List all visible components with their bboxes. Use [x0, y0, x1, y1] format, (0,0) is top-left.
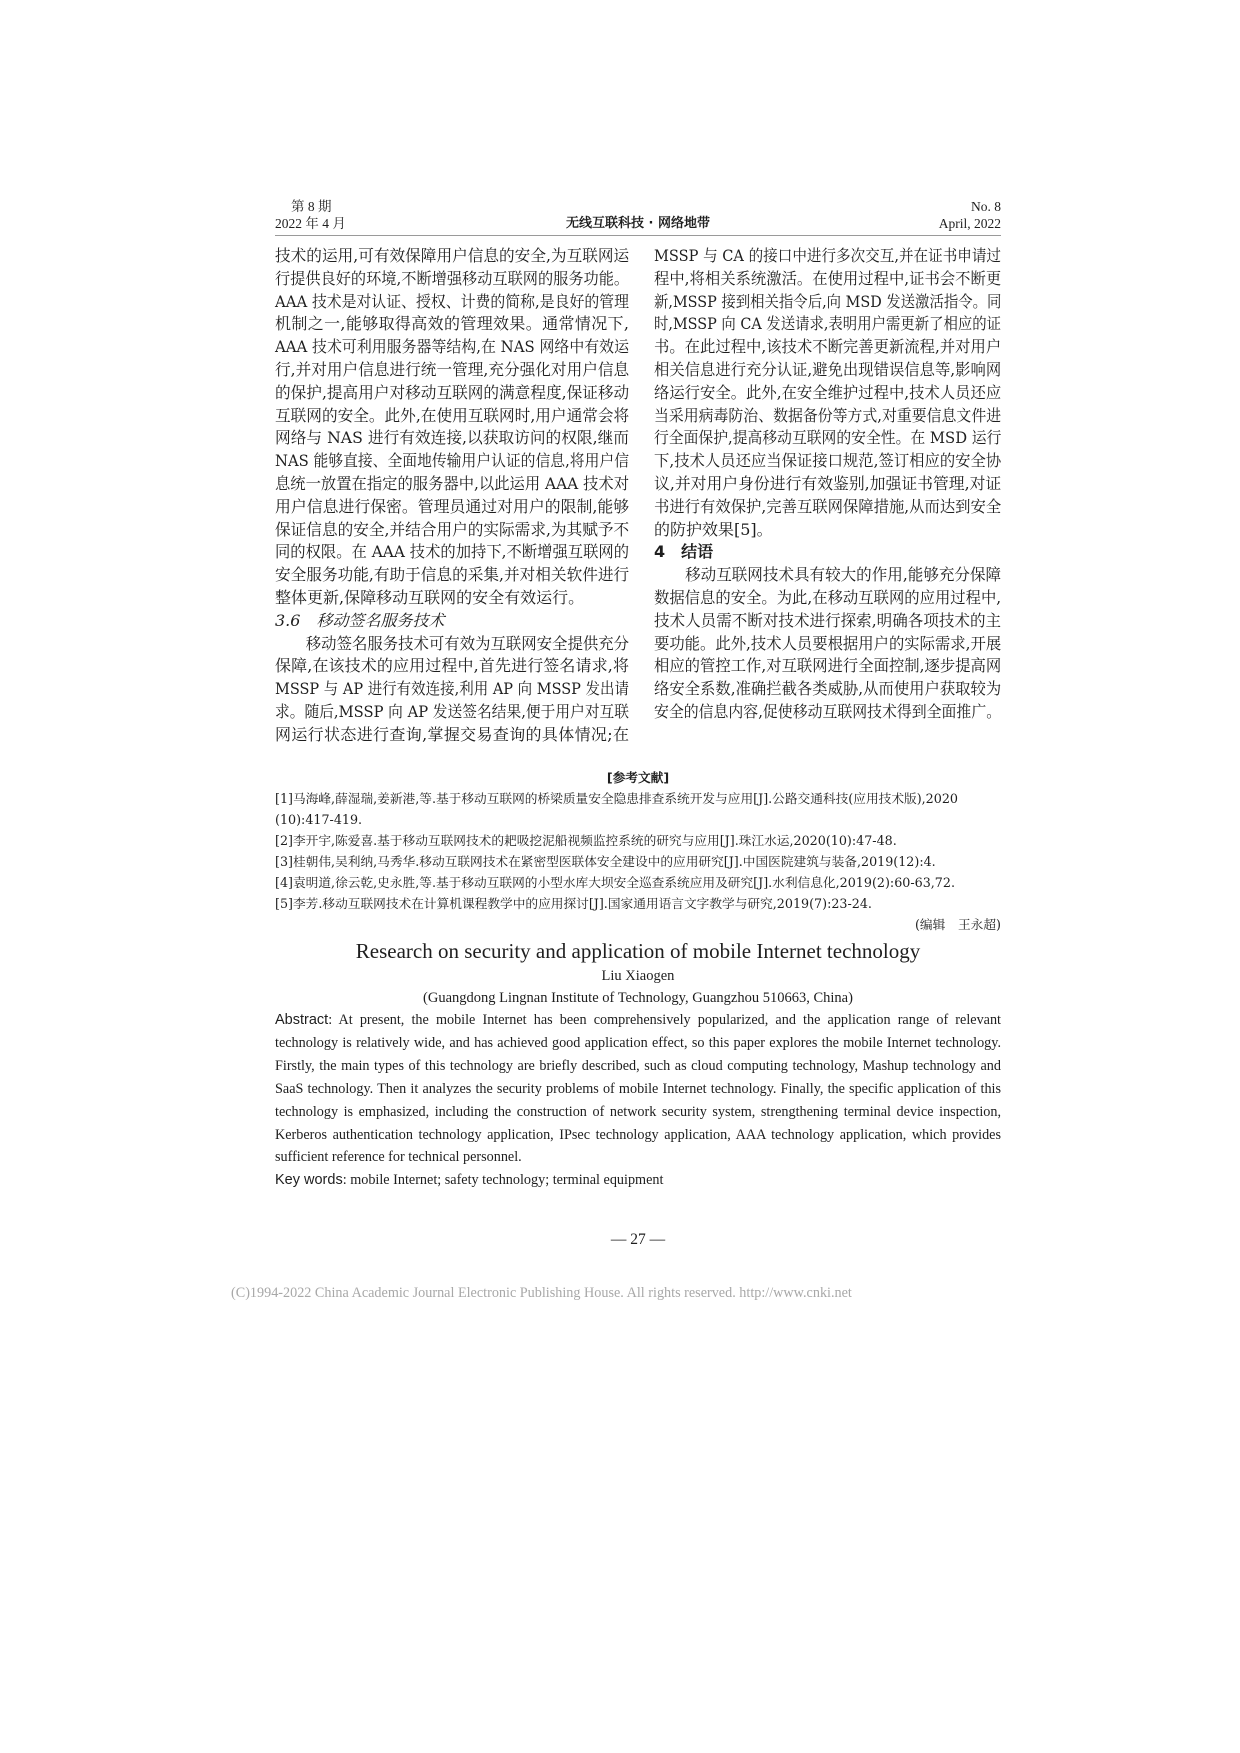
text-line: 行全面保护,提高移动互联网的安全性。在 MSD 运行 [654, 428, 1002, 448]
text-line: 整体更新,保障移动互联网的安全有效运行。 [275, 587, 585, 607]
text-line: 程中,将相关系统激活。在使用过程中,证书会不断更 [654, 268, 1002, 288]
text-line: MSSP 与 CA 的接口中进行多次交互,并在证书申请过 [654, 246, 1002, 265]
text-line: 移动签名服务技术可有效为互联网安全提供充分 [305, 633, 630, 653]
page-number: — 27 — [610, 1231, 666, 1248]
editor-note: (编辑 王永超) [914, 917, 1001, 932]
copyright-notice: (C)1994-2022 China Academic Journal Electronic Publishing House. All rights reserved. http://www.cnki.net [231, 1285, 852, 1301]
text-line: 相关信息进行充分认证,避免出现错误信息等,影响网 [654, 359, 1002, 379]
text-line: 相应的管控工作,对互联网进行全面控制,逐步提高网 [654, 656, 1002, 676]
left-column [275, 245, 629, 747]
reference-item: [1]马海峰,薛湿瑞,姜新港,等.基于移动互联网的桥梁质量安全隐患排查系统开发与应用[J].公路交通科技(应用技术版),2020 [275, 791, 958, 806]
text-line: 行提供良好的环境,不断增强移动互联网的服务功能。 [275, 268, 630, 288]
text-line: 机制之一,能够取得高效的管理效果。通常情况下, [275, 314, 629, 334]
issue-date-cn: 2022 年 4 月 [275, 216, 346, 231]
reference-item: [5]李芳.移动互联网技术在计算机课程教学中的应用探讨[J].国家通用语言文字教学与研究,2019(7):23-24. [275, 896, 872, 911]
journal-name: 无线互联科技 · 网络地带 [566, 216, 710, 231]
keywords-label: Key words [275, 1172, 343, 1189]
reference-item: [3]桂朝伟,吴利纳,马秀华.移动互联网技术在紧密型医联体安全建设中的应用研究[J].中国医院建筑与装备,2019(12):4. [275, 854, 936, 869]
text-line: 络运行安全。此外,在安全维护过程中,技术人员还应 [654, 382, 1002, 402]
text-line: NAS 能够直接、全面地传输用户认证的信息,将用户信 [275, 451, 630, 471]
text-line: 议,并对用户身份进行有效鉴别,加强证书管理,对证 [654, 473, 1002, 493]
text-line: 4 结语 [654, 542, 714, 562]
text-line: 书。在此过程中,该技术不断完善更新流程,并对用户 [654, 337, 1002, 357]
text-line: 下,技术人员还应当保证接口规范,签订相应的安全协 [654, 451, 1002, 471]
english-abstract [275, 1009, 1001, 1169]
text-line: 3.6 移动签名服务技术 [275, 610, 445, 630]
references-heading: [参考文献] [606, 770, 670, 785]
text-line: 用户信息进行保密。管理员通过对用户的限制,能够 [275, 496, 630, 516]
text-line: 新,MSSP 接到相关指令后,向 MSD 发送激活指令。同 [654, 291, 1002, 311]
text-line: 的防护效果[5]。 [654, 519, 773, 539]
text-line: 求。随后,MSSP 向 AP 发送签名结果,便于用户对互联 [275, 701, 630, 721]
right-column [654, 245, 1001, 724]
text-line: 安全服务功能,有助于信息的采集,并对相关软件进行 [275, 565, 630, 585]
text-line: 数据信息的安全。为此,在移动互联网的应用过程中, [654, 587, 1002, 607]
text-line: 要功能。此外,技术人员要根据用户的实际需求,开展 [654, 633, 1002, 653]
text-line: 网运行状态进行查询,掌握交易查询的具体情况;在 [275, 724, 629, 744]
text-line: 的保护,提高用户对移动互联网的满意程度,保证移动 [275, 382, 630, 402]
english-keywords [275, 1169, 1001, 1192]
keywords-text: : mobile Internet; safety technology; terminal equipment [342, 1172, 664, 1189]
text-line: 网络与 NAS 进行有效连接,以获取访问的权限,继而 [275, 428, 629, 448]
text-line: 安全的信息内容,促使移动互联网技术得到全面推广。 [654, 701, 1002, 721]
reference-item: (10):417-419. [275, 812, 363, 827]
text-line: 同的权限。在 AAA 技术的加持下,不断增强互联网的 [275, 542, 630, 562]
english-abstract-block [275, 938, 1001, 1192]
text-line: 技术的运用,可有效保障用户信息的安全,为互联网运 [275, 246, 630, 265]
text-line: 互联网的安全。此外,在使用互联网时,用户通常会将 [275, 405, 630, 425]
english-title: Research on security and application of mobile Internet technology [355, 939, 921, 963]
abstract-label: Abstract [275, 1012, 329, 1028]
references [275, 767, 1001, 935]
text-line: 息统一放置在指定的服务器中,以此运用 AAA 技术对 [275, 473, 630, 493]
text-line: 行,并对用户信息进行统一管理,充分强化对用户信息 [275, 359, 630, 379]
abstract-text: : At present, the mobile Internet has been comprehensively popularized, and the application range of relevant technology is relatively wide, and has achieved good application effect, so this paper explores the mobile Internet technology. Firstly, the main types of this technology are briefly described, such as cloud computing technology, Mashup technology and SaaS technology. Then it analyzes the security problems of mobile Internet technology. Finally, the specific application of this technology is emphasized, including the construction of network security system, strengthening terminal device inspection, Kerberos authentication technology application, IPsec technology application, AAA technology application, which provides sufficient reference for technical personnel. [275, 1012, 1001, 1166]
text-line: 时,MSSP 向 CA 发送请求,表明用户需更新了相应的证 [654, 314, 1002, 334]
text-line: 技术人员需不断对技术进行探索,明确各项技术的主 [654, 610, 1002, 630]
text-line: MSSP 与 AP 进行有效连接,利用 AP 向 MSSP 发出请 [275, 679, 630, 699]
issue-number-en: No. 8 [971, 199, 1001, 214]
text-line: 保证信息的安全,并结合用户的实际需求,为其赋予不 [275, 519, 630, 539]
text-line: 络安全系数,准确拦截各类威胁,从而使用户获取较为 [654, 679, 1002, 699]
english-affiliation: (Guangdong Lingnan Institute of Technology, Guangzhou 510663, China) [423, 990, 853, 1006]
header-rule [275, 235, 1001, 236]
text-line: 移动互联网技术具有较大的作用,能够充分保障 [685, 565, 1002, 585]
issue-date-en: April, 2022 [938, 216, 1001, 231]
reference-item: [2]李开宇,陈爱喜.基于移动互联网技术的耙吸挖泥船视频监控系统的研究与应用[J].珠江水运,2020(10):47-48. [275, 833, 897, 848]
english-author: Liu Xiaogen [601, 968, 675, 984]
text-line: 当采用病毒防治、数据备份等方式,对重要信息文件进 [654, 405, 1002, 425]
issue-number-cn: 第 8 期 [291, 199, 332, 214]
text-line: 书进行有效保护,完善互联网保障措施,从而达到安全 [654, 496, 1002, 516]
text-line: AAA 技术可利用服务器等结构,在 NAS 网络中有效运 [275, 337, 630, 357]
text-line: 保障,在该技术的应用过程中,首先进行签名请求,将 [275, 656, 629, 676]
text-line: AAA 技术是对认证、授权、计费的简称,是良好的管理 [275, 291, 629, 311]
reference-item: [4]袁明道,徐云乾,史永胜,等.基于移动互联网的小型水库大坝安全巡查系统应用及研究[J].水利信息化,2019(2):60-63,72. [275, 875, 955, 890]
